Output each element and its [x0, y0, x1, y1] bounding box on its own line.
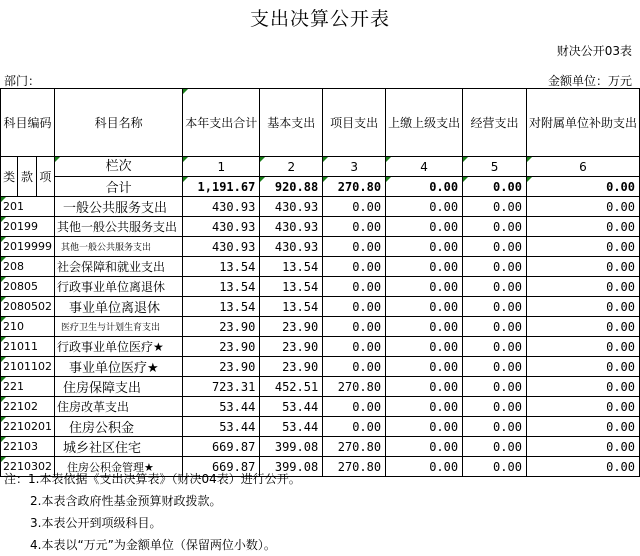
row-value: 430.93 — [183, 217, 260, 237]
row-value: 723.31 — [183, 377, 260, 397]
row-value: 53.44 — [183, 397, 260, 417]
row-value: 0.00 — [386, 437, 463, 457]
table-row — [1, 317, 640, 337]
table-row — [1, 437, 640, 457]
row-name: 行政事业单位医疗★ — [55, 337, 183, 357]
row-value: 0.00 — [323, 217, 386, 237]
row-name: 事业单位离退休 — [55, 297, 183, 317]
note-1: 注：1.本表依据《支出决算表》（财决04表）进行公开。 — [4, 472, 301, 486]
row-value: 53.44 — [183, 417, 260, 437]
row-value: 23.90 — [183, 337, 260, 357]
row-value: 0.00 — [386, 197, 463, 217]
row-value: 0.00 — [526, 437, 639, 457]
header-lei: 类 — [1, 157, 18, 197]
row-value: 0.00 — [463, 377, 527, 397]
note-2: 2.本表含政府性基金预算财政拨款。 — [30, 494, 222, 508]
department-label: 部门： — [4, 74, 41, 88]
row-name: 住房公积金管理★ — [55, 457, 183, 477]
row-value: 0.00 — [323, 337, 386, 357]
header-basic: 基本支出 — [260, 89, 323, 157]
row-name: 事业单位医疗★ — [55, 357, 183, 377]
form-code: 财决公开03表 — [556, 44, 632, 58]
row-value: 0.00 — [463, 217, 527, 237]
row-value: 23.90 — [260, 357, 323, 377]
table-row — [1, 197, 640, 217]
row-name: 住房保障支出 — [55, 377, 183, 397]
row-value: 0.00 — [323, 417, 386, 437]
expenditure-table — [0, 88, 640, 477]
row-value: 0.00 — [386, 277, 463, 297]
row-value: 0.00 — [526, 217, 639, 237]
total-value: 920.88 — [260, 177, 323, 197]
header-business: 经营支出 — [463, 89, 527, 157]
row-value: 669.87 — [183, 437, 260, 457]
row-code: 20805 — [1, 277, 55, 297]
row-value: 0.00 — [526, 197, 639, 217]
header-code: 科目编码 — [1, 89, 55, 157]
row-value: 13.54 — [260, 257, 323, 277]
row-value: 0.00 — [526, 397, 639, 417]
row-name: 城乡社区住宅 — [55, 437, 183, 457]
total-value: 0.00 — [526, 177, 639, 197]
row-value: 23.90 — [260, 337, 323, 357]
colnum-3: 3 — [323, 157, 386, 177]
row-value: 430.93 — [183, 237, 260, 257]
unit-label: 金额单位：万元 — [547, 74, 632, 88]
row-value: 0.00 — [323, 277, 386, 297]
row-value: 23.90 — [260, 317, 323, 337]
row-value: 0.00 — [463, 297, 527, 317]
page-title: 支出决算公开表 — [249, 8, 390, 30]
row-code: 201 — [1, 197, 55, 217]
row-value: 0.00 — [526, 457, 639, 477]
row-value: 0.00 — [323, 257, 386, 277]
header-kuan: 款 — [18, 157, 36, 197]
row-code: 221 — [1, 377, 55, 397]
note-3: 3.本表公开到项级科目。 — [30, 516, 162, 530]
row-value: 0.00 — [526, 237, 639, 257]
row-value: 0.00 — [386, 457, 463, 477]
row-name: 其他一般公共服务支出 — [55, 217, 183, 237]
row-value: 430.93 — [260, 197, 323, 217]
row-value: 23.90 — [183, 357, 260, 377]
row-code: 2080502 — [1, 297, 55, 317]
row-value: 452.51 — [260, 377, 323, 397]
row-value: 13.54 — [183, 257, 260, 277]
row-value: 430.93 — [260, 217, 323, 237]
row-name: 一般公共服务支出 — [55, 197, 183, 217]
row-value: 0.00 — [386, 317, 463, 337]
row-value: 430.93 — [260, 237, 323, 257]
colnum-5: 5 — [463, 157, 527, 177]
colnum-4: 4 — [386, 157, 463, 177]
colnum-1: 1 — [183, 157, 260, 177]
total-value: 0.00 — [386, 177, 463, 197]
row-value: 0.00 — [386, 417, 463, 437]
row-value: 0.00 — [463, 197, 527, 217]
row-code: 21011 — [1, 337, 55, 357]
row-code: 208 — [1, 257, 55, 277]
header-lanci: 栏次 — [55, 157, 183, 177]
total-row — [1, 177, 640, 197]
row-code: 22103 — [1, 437, 55, 457]
row-value: 270.80 — [323, 437, 386, 457]
notes — [0, 468, 640, 556]
header-total: 本年支出合计 — [183, 89, 260, 157]
row-value: 270.80 — [323, 377, 386, 397]
table-row — [1, 217, 640, 237]
row-code: 2210201 — [1, 417, 55, 437]
row-value: 0.00 — [463, 337, 527, 357]
header-subsidy: 对附属单位补助支出 — [526, 89, 639, 157]
row-value: 399.08 — [260, 457, 323, 477]
row-value: 0.00 — [386, 237, 463, 257]
note-4: 4.本表以“万元”为金额单位（保留两位小数）。 — [30, 538, 276, 552]
row-value: 0.00 — [386, 297, 463, 317]
row-value: 0.00 — [386, 217, 463, 237]
row-code: 2210302 — [1, 457, 55, 477]
total-label: 合计 — [55, 177, 183, 197]
table-row — [1, 257, 640, 277]
row-value: 53.44 — [260, 417, 323, 437]
row-value: 0.00 — [386, 337, 463, 357]
header-upper: 上缴上级支出 — [386, 89, 463, 157]
table-row — [1, 417, 640, 437]
row-code: 20199 — [1, 217, 55, 237]
row-code: 2019999 — [1, 237, 55, 257]
row-value: 0.00 — [526, 317, 639, 337]
row-value: 13.54 — [260, 277, 323, 297]
row-value: 0.00 — [463, 437, 527, 457]
row-value: 0.00 — [463, 357, 527, 377]
row-name: 其他一般公共服务支出 — [55, 237, 183, 257]
row-value: 0.00 — [386, 397, 463, 417]
row-value: 0.00 — [526, 337, 639, 357]
total-value: 270.80 — [323, 177, 386, 197]
row-name: 社会保障和就业支出 — [55, 257, 183, 277]
row-name: 医疗卫生与计划生育支出 — [55, 317, 183, 337]
row-value: 399.08 — [260, 437, 323, 457]
row-value: 0.00 — [526, 377, 639, 397]
table-row — [1, 397, 640, 417]
header-name: 科目名称 — [55, 89, 183, 157]
table-row — [1, 297, 640, 317]
total-value: 0.00 — [463, 177, 527, 197]
row-value: 270.80 — [323, 457, 386, 477]
row-value: 0.00 — [386, 357, 463, 377]
row-code: 22102 — [1, 397, 55, 417]
table-row — [1, 277, 640, 297]
table-row — [1, 357, 640, 377]
row-value: 430.93 — [183, 197, 260, 217]
row-value: 0.00 — [323, 297, 386, 317]
row-value: 0.00 — [463, 457, 527, 477]
row-value: 0.00 — [323, 197, 386, 217]
row-code: 2101102 — [1, 357, 55, 377]
colnum-6: 6 — [526, 157, 639, 177]
row-value: 0.00 — [463, 317, 527, 337]
row-value: 0.00 — [386, 257, 463, 277]
row-code: 210 — [1, 317, 55, 337]
row-value: 0.00 — [526, 277, 639, 297]
row-value: 0.00 — [323, 317, 386, 337]
row-value: 0.00 — [463, 417, 527, 437]
header-xiang: 项 — [36, 157, 54, 197]
row-value: 0.00 — [526, 417, 639, 437]
row-value: 13.54 — [183, 277, 260, 297]
table-row — [1, 237, 640, 257]
row-value: 0.00 — [386, 377, 463, 397]
row-value: 23.90 — [183, 317, 260, 337]
row-value: 13.54 — [183, 297, 260, 317]
row-value: 0.00 — [463, 237, 527, 257]
row-name: 行政事业单位离退休 — [55, 277, 183, 297]
row-value: 13.54 — [260, 297, 323, 317]
row-value: 0.00 — [463, 277, 527, 297]
row-name: 住房改革支出 — [55, 397, 183, 417]
row-value: 669.87 — [183, 457, 260, 477]
row-value: 0.00 — [526, 357, 639, 377]
row-value: 0.00 — [323, 397, 386, 417]
colnum-2: 2 — [260, 157, 323, 177]
row-value: 0.00 — [526, 297, 639, 317]
row-value: 0.00 — [463, 397, 527, 417]
header-project: 项目支出 — [323, 89, 386, 157]
row-value: 0.00 — [526, 257, 639, 277]
row-value: 53.44 — [260, 397, 323, 417]
row-name: 住房公积金 — [55, 417, 183, 437]
row-value: 0.00 — [323, 237, 386, 257]
table-row — [1, 377, 640, 397]
row-value: 0.00 — [323, 357, 386, 377]
row-value: 0.00 — [463, 257, 527, 277]
total-value: 1,191.67 — [183, 177, 260, 197]
table-row — [1, 337, 640, 357]
